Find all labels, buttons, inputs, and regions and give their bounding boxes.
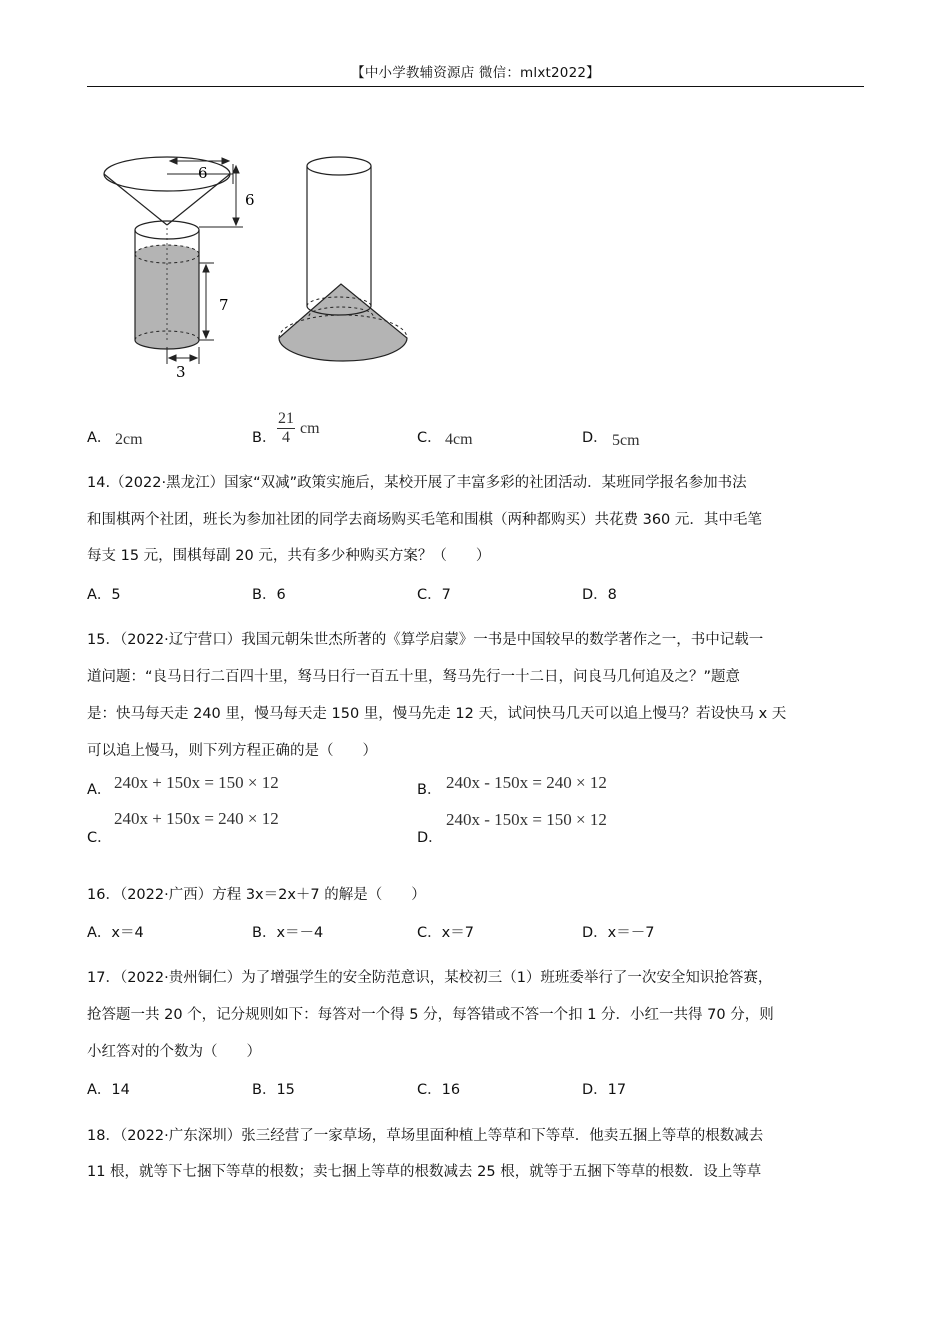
q15-line-3: 是：快马每天走 240 里，慢马每天走 150 里，慢马先走 12 天，试问快马几天可以追上慢马？若设快马 x 天	[87, 706, 787, 722]
q17-option-d[interactable]: D．17	[582, 1082, 627, 1098]
q15-option-b-equation: 240x - 150x = 240 × 12	[446, 773, 607, 792]
q17-line-1: 17．（2022·贵州铜仁）为了增强学生的安全防范意识，某校初三（1）班班委举行了一次安全知识抢答赛，	[87, 970, 773, 986]
q17-line-3: 小红答对的个数为（ ）	[87, 1044, 261, 1060]
q13-option-b-denominator: 4	[282, 429, 290, 446]
q17-option-b[interactable]: B．15	[252, 1082, 295, 1098]
q14-option-a[interactable]: A．5	[87, 587, 121, 603]
q18-line-2: 11 根，就等下七捆下等草的根数；卖七捆上等草的根数减去 25 根，就等于五捆下等草的根数．设上等草	[87, 1164, 762, 1180]
label-cylinder-radius: 3	[176, 363, 186, 381]
q14-option-d[interactable]: D．8	[582, 587, 617, 603]
q13-option-b-numerator: 21	[278, 410, 294, 427]
q18-line-1: 18．（2022·广东深圳）张三经营了一家草场，草场里面种植上等草和下等草．他卖五捆上等草的根数减去	[87, 1128, 764, 1144]
label-water-height: 7	[219, 296, 229, 314]
q13-option-c[interactable]	[417, 426, 442, 447]
q15-option-a-equation: 240x + 150x = 150 × 12	[114, 773, 279, 792]
q16-option-a[interactable]: A．x＝4	[87, 925, 144, 941]
label-cone-radius: 6	[198, 164, 208, 182]
q15-option-d-letter: D．	[417, 830, 443, 846]
q15-option-c-letter: C．	[87, 830, 112, 846]
q13-option-d[interactable]	[582, 426, 608, 447]
q13-option-b-fraction	[277, 410, 295, 447]
q13-option-d-letter: D．	[582, 430, 608, 446]
q14-line-2: 和围棋两个社团，班长为参加社团的同学去商场购买毛笔和围棋（两种都购买）共花费 360 元．其中毛笔	[87, 512, 762, 528]
q13-option-b-letter: B．	[252, 430, 277, 446]
q16-option-c[interactable]: C．x＝7	[417, 925, 474, 941]
q13-option-b[interactable]	[252, 426, 276, 447]
q15-option-d-equation: 240x - 150x = 150 × 12	[446, 810, 607, 829]
inverted-setup	[279, 157, 407, 361]
q15-option-c[interactable]	[87, 826, 112, 847]
q15-option-b[interactable]	[417, 778, 441, 799]
q15-line-4: 可以追上慢马，则下列方程正确的是（ ）	[87, 743, 377, 759]
q17-line-2: 抢答题一共 20 个，记分规则如下：每答对一个得 5 分，每答错或不答一个扣 1 分．小红一共得 70 分，则	[87, 1007, 774, 1023]
q13-option-a-value: 2cm	[115, 431, 143, 448]
q16-option-b[interactable]: B．x＝－4	[252, 925, 324, 941]
q15-option-b-letter: B．	[417, 782, 442, 798]
q13-option-d-value: 5cm	[612, 432, 640, 449]
label-cone-height: 6	[245, 191, 255, 209]
cylinder-container	[135, 221, 199, 349]
q15-line-1: 15．（2022·辽宁营口）我国元朝朱世杰所著的《算学启蒙》一书是中国较早的数学著作之一，书中记载一	[87, 632, 764, 648]
page-header: 【中小学教辅资源店 微信：mlxt2022】	[87, 62, 864, 87]
q15-option-c-equation: 240x + 150x = 240 × 12	[114, 809, 279, 828]
q15-line-2: 道问题：“良马日行二百四十里，驽马日行一百五十里，驽马先行一十二日，问良马几何追及之？”题意	[87, 669, 741, 685]
q16-option-d[interactable]: D．x＝－7	[582, 925, 655, 941]
q14-option-b[interactable]: B．6	[252, 587, 286, 603]
q13-option-c-value: 4cm	[445, 431, 473, 448]
cone-cylinder-figure	[96, 136, 416, 386]
q13-option-a[interactable]	[87, 426, 111, 447]
q15-option-a[interactable]	[87, 778, 111, 799]
q16-line: 16．（2022·广西）方程 3x＝2x＋7 的解是（ ）	[87, 887, 426, 903]
q13-option-c-letter: C．	[417, 430, 442, 446]
q13-option-a-letter: A．	[87, 430, 112, 446]
q14-line-3: 每支 15 元，围棋每副 20 元，共有多少种购买方案？（ ）	[87, 548, 491, 564]
q15-option-a-letter: A．	[87, 782, 112, 798]
q14-option-c[interactable]: C．7	[417, 587, 451, 603]
q14-line-1: 14.（2022·黑龙江）国家“双减”政策实施后，某校开展了丰富多彩的社团活动．某班同学报名参加书法	[87, 475, 747, 491]
q13-option-b-unit: cm	[300, 420, 320, 437]
q17-option-c[interactable]: C．16	[417, 1082, 461, 1098]
q17-option-a[interactable]: A．14	[87, 1082, 130, 1098]
cone-funnel	[104, 157, 233, 225]
q15-option-d[interactable]	[417, 826, 443, 847]
